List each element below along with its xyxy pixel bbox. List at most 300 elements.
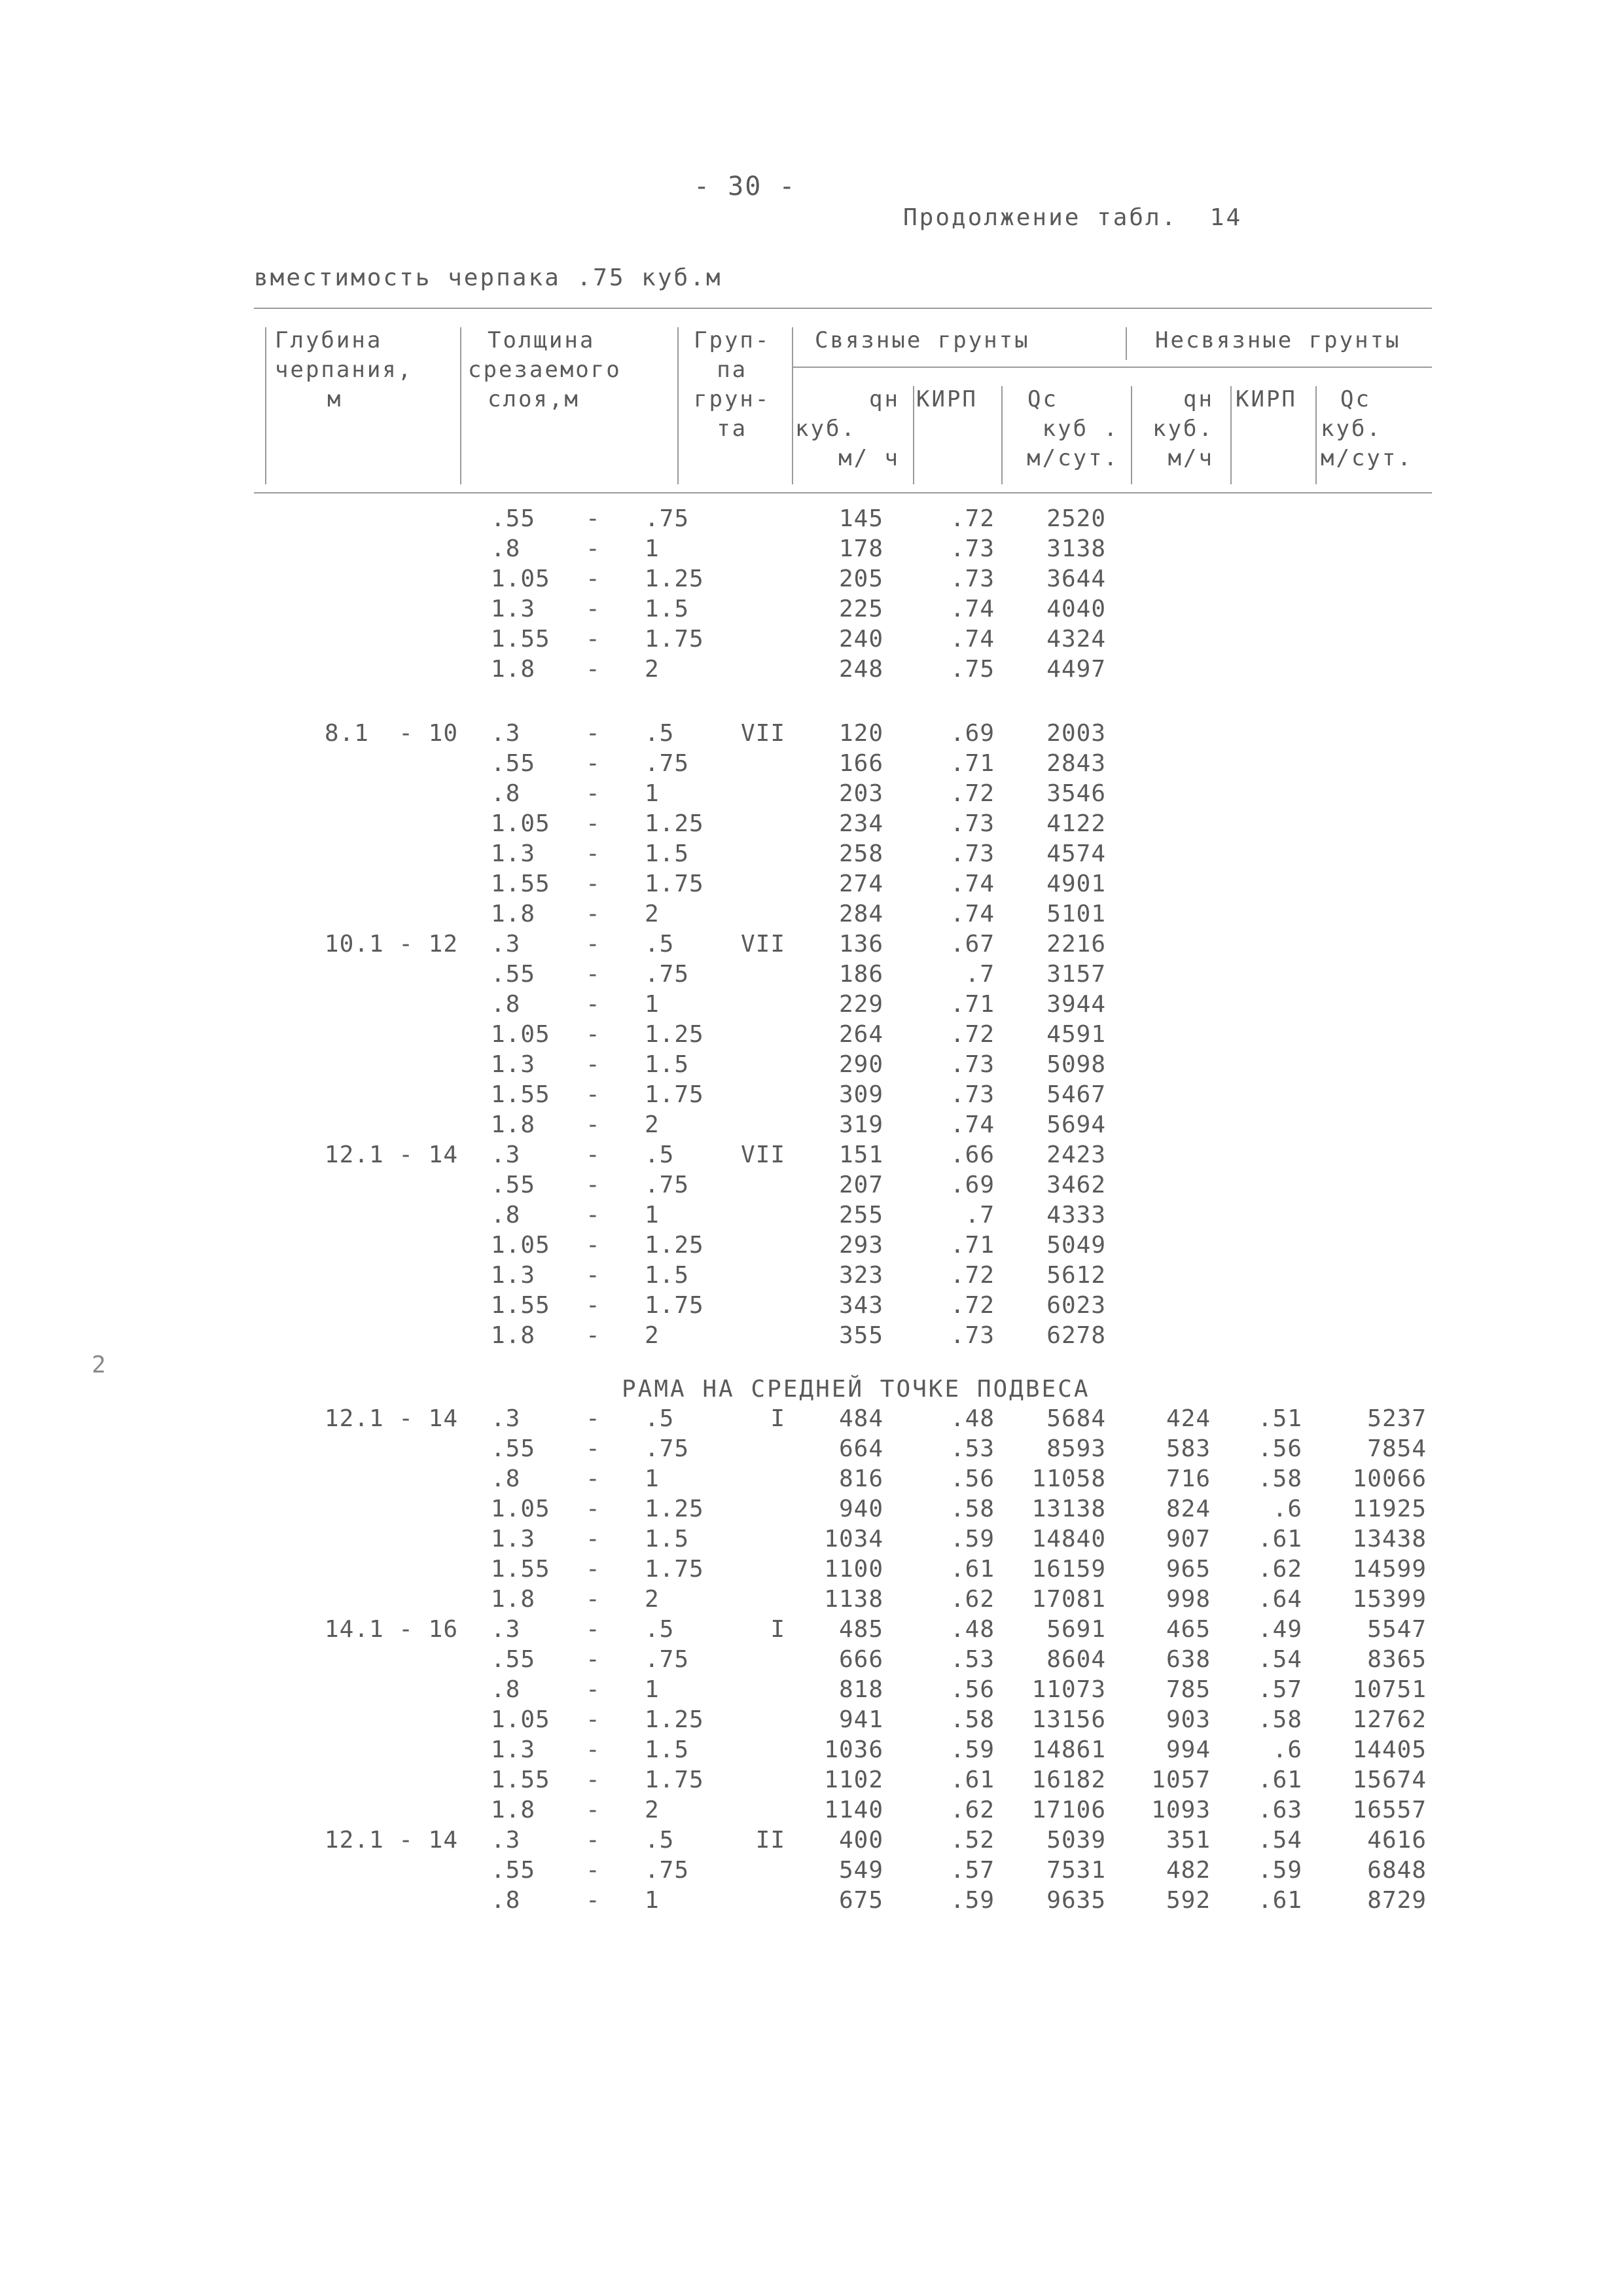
- cell-qn: 484: [838, 1405, 883, 1432]
- table-row: [0, 870, 1623, 901]
- cell-to: .75: [645, 750, 690, 777]
- cell-qc: 4901: [1046, 870, 1106, 897]
- cell-qc2: 10751: [1352, 1676, 1427, 1703]
- cell-qn: 355: [838, 1322, 883, 1349]
- cell-to: .5: [645, 1405, 675, 1432]
- cell-dash: -: [586, 565, 601, 592]
- cell-from: 1.55: [491, 1767, 550, 1793]
- cell-from: .8: [491, 991, 521, 1018]
- cell-to: 1.25: [645, 1496, 704, 1522]
- table-row: [0, 1021, 1623, 1051]
- table-row: [0, 1232, 1623, 1262]
- cell-dash: -: [586, 1202, 601, 1229]
- header-qc-noncohesive: Qс куб. м/сут.: [1321, 386, 1413, 471]
- cell-from: 1.8: [491, 1111, 536, 1138]
- header-qc: Qс куб . м/сут.: [1027, 386, 1119, 471]
- cell-kirp: .71: [950, 750, 995, 777]
- table-row: [0, 1857, 1623, 1887]
- cell-to: 1.5: [645, 1736, 690, 1763]
- cell-from: .55: [491, 1857, 536, 1884]
- cell-kirp2: .57: [1257, 1676, 1302, 1703]
- cell-qc2: 15399: [1352, 1586, 1427, 1613]
- cell-qn2: 482: [1166, 1857, 1211, 1884]
- cell-dash: -: [586, 810, 601, 837]
- cell-to: .5: [645, 1827, 675, 1854]
- cell-qn2: 1093: [1151, 1797, 1211, 1823]
- table-row: [0, 1586, 1623, 1616]
- cell-kirp: .48: [950, 1616, 995, 1643]
- cell-from: .55: [491, 750, 536, 777]
- cell-from: 1.05: [491, 810, 550, 837]
- cell-dash: -: [586, 1736, 601, 1763]
- cell-to: 2: [645, 656, 660, 683]
- cell-dash: -: [586, 1496, 601, 1522]
- cell-from: .8: [491, 1887, 521, 1914]
- cell-kirp2: .64: [1257, 1586, 1302, 1613]
- cell-qn: 255: [838, 1202, 883, 1229]
- cell-qc: 2423: [1046, 1141, 1106, 1168]
- cell-kirp: .72: [950, 1262, 995, 1289]
- cell-qn: 400: [838, 1827, 883, 1854]
- cell-from: .8: [491, 1676, 521, 1703]
- cell-to: .5: [645, 720, 675, 747]
- cell-to: 2: [645, 1797, 660, 1823]
- cell-qc: 4574: [1046, 840, 1106, 867]
- cell-kirp2: .63: [1257, 1797, 1302, 1823]
- table-row: [0, 810, 1623, 840]
- cell-from: .3: [491, 1405, 521, 1432]
- table-caption: вместимость черпака .75 куб.м: [254, 264, 722, 291]
- cell-to: 1.25: [645, 1021, 704, 1048]
- cell-from: 1.55: [491, 1081, 550, 1108]
- table-row: [0, 626, 1623, 656]
- table-row: [0, 1767, 1623, 1797]
- cell-depth: 12.1 - 14: [324, 1827, 458, 1854]
- cell-to: 2: [645, 1111, 660, 1138]
- cell-qc2: 5547: [1367, 1616, 1427, 1643]
- cell-qc: 13138: [1031, 1496, 1106, 1522]
- cell-to: 1: [645, 1202, 660, 1229]
- cell-to: 1: [645, 1676, 660, 1703]
- header-thickness: Толщина срезаемого слоя,м: [468, 327, 622, 412]
- cell-kirp2: .61: [1257, 1526, 1302, 1552]
- cell-from: 1.55: [491, 1556, 550, 1583]
- cell-from: 1.3: [491, 1526, 536, 1552]
- cell-qc: 3944: [1046, 991, 1106, 1018]
- cell-from: .55: [491, 1435, 536, 1462]
- cell-dash: -: [586, 901, 601, 927]
- col-divider: [1230, 386, 1232, 484]
- cell-kirp: .57: [950, 1857, 995, 1884]
- cell-dash: -: [586, 1081, 601, 1108]
- cell-qc: 14861: [1031, 1736, 1106, 1763]
- cell-from: 1.05: [491, 565, 550, 592]
- table-row: [0, 1322, 1623, 1352]
- cell-kirp2: .51: [1257, 1405, 1302, 1432]
- cell-qc: 4591: [1046, 1021, 1106, 1048]
- cell-to: 1.25: [645, 810, 704, 837]
- table-row: [0, 505, 1623, 535]
- cell-to: 1.75: [645, 1767, 704, 1793]
- cell-kirp: .53: [950, 1646, 995, 1673]
- table-row: [0, 991, 1623, 1021]
- cell-dash: -: [586, 1292, 601, 1319]
- cell-dash: -: [586, 1706, 601, 1733]
- cell-dash: -: [586, 991, 601, 1018]
- cell-from: .8: [491, 535, 521, 562]
- cell-qn2: 465: [1166, 1616, 1211, 1643]
- cell-from: .3: [491, 931, 521, 958]
- cell-to: 1: [645, 780, 660, 807]
- cell-group: I: [770, 1616, 785, 1643]
- cell-kirp: .62: [950, 1797, 995, 1823]
- cell-to: .75: [645, 1857, 690, 1884]
- cell-qn2: 903: [1166, 1706, 1211, 1733]
- cell-qc: 4324: [1046, 626, 1106, 653]
- cell-qc: 11058: [1031, 1465, 1106, 1492]
- cell-to: 1: [645, 1887, 660, 1914]
- header-group: Груп- па грун- та: [694, 327, 771, 442]
- cell-qn: 203: [838, 780, 883, 807]
- cell-qn2: 351: [1166, 1827, 1211, 1854]
- cell-qc: 8593: [1046, 1435, 1106, 1462]
- cell-to: 1.5: [645, 1051, 690, 1078]
- cell-kirp2: .56: [1257, 1435, 1302, 1462]
- cell-from: .8: [491, 1465, 521, 1492]
- table-row: [0, 1292, 1623, 1322]
- cell-qn2: 716: [1166, 1465, 1211, 1492]
- cell-to: .75: [645, 961, 690, 988]
- cell-dash: -: [586, 1556, 601, 1583]
- cell-qc: 5467: [1046, 1081, 1106, 1108]
- col-divider: [1001, 386, 1003, 484]
- table-row: [0, 1676, 1623, 1706]
- cell-qc2: 14405: [1352, 1736, 1427, 1763]
- cell-kirp: .71: [950, 991, 995, 1018]
- cell-kirp: .73: [950, 1322, 995, 1349]
- cell-dash: -: [586, 626, 601, 653]
- cell-qc2: 8729: [1367, 1887, 1427, 1914]
- table-row: [0, 901, 1623, 931]
- cell-dash: -: [586, 1172, 601, 1198]
- cell-qn: 666: [838, 1646, 883, 1673]
- cell-kirp2: .62: [1257, 1556, 1302, 1583]
- table-row: [0, 750, 1623, 780]
- cell-dash: -: [586, 1435, 601, 1462]
- cell-qc2: 16557: [1352, 1797, 1427, 1823]
- cell-qn: 549: [838, 1857, 883, 1884]
- cell-kirp: .58: [950, 1706, 995, 1733]
- cell-kirp2: .54: [1257, 1827, 1302, 1854]
- cell-kirp: .7: [965, 1202, 995, 1229]
- cell-dash: -: [586, 720, 601, 747]
- cell-group: I: [770, 1405, 785, 1432]
- table-row: [0, 1496, 1623, 1526]
- col-divider: [1131, 386, 1132, 484]
- cell-kirp: .53: [950, 1435, 995, 1462]
- col-divider: [460, 327, 461, 484]
- col-divider: [677, 327, 679, 484]
- cell-kirp: .58: [950, 1496, 995, 1522]
- cell-kirp: .48: [950, 1405, 995, 1432]
- cell-qc2: 4616: [1367, 1827, 1427, 1854]
- cell-qc: 3138: [1046, 535, 1106, 562]
- cell-to: 1: [645, 1465, 660, 1492]
- cell-dash: -: [586, 1857, 601, 1884]
- cell-qc: 16182: [1031, 1767, 1106, 1793]
- cell-from: .55: [491, 1172, 536, 1198]
- cell-to: 1.75: [645, 1081, 704, 1108]
- table-row: [0, 1435, 1623, 1465]
- cell-kirp: .73: [950, 840, 995, 867]
- continuation-label: Продолжение табл. 14: [903, 204, 1243, 231]
- cell-qn: 145: [838, 505, 883, 532]
- cell-qn: 343: [838, 1292, 883, 1319]
- cell-to: .5: [645, 1616, 675, 1643]
- cell-qn: 293: [838, 1232, 883, 1259]
- cell-to: .75: [645, 1172, 690, 1198]
- cell-dash: -: [586, 1141, 601, 1168]
- cell-from: .55: [491, 505, 536, 532]
- cell-qn: 290: [838, 1051, 883, 1078]
- cell-qc: 16159: [1031, 1556, 1106, 1583]
- header-bottom-rule: [254, 492, 1432, 493]
- cell-qn: 274: [838, 870, 883, 897]
- cell-from: 1.05: [491, 1232, 550, 1259]
- cell-from: 1.05: [491, 1496, 550, 1522]
- table-row: [0, 656, 1623, 686]
- header-kirp-noncohesive: КИРП: [1236, 386, 1297, 412]
- table-row: [0, 1262, 1623, 1292]
- cell-from: 1.55: [491, 1292, 550, 1319]
- cell-kirp: .73: [950, 810, 995, 837]
- cell-kirp: .72: [950, 505, 995, 532]
- cell-to: 1.5: [645, 1262, 690, 1289]
- cell-to: .5: [645, 1141, 675, 1168]
- cell-dash: -: [586, 961, 601, 988]
- cell-dash: -: [586, 1887, 601, 1914]
- cell-dash: -: [586, 870, 601, 897]
- cell-qn: 309: [838, 1081, 883, 1108]
- cell-qn: 120: [838, 720, 883, 747]
- cell-qn2: 638: [1166, 1646, 1211, 1673]
- cell-qc: 4497: [1046, 656, 1106, 683]
- cell-qn: 234: [838, 810, 883, 837]
- cell-kirp: .69: [950, 1172, 995, 1198]
- table-row: [0, 1706, 1623, 1736]
- cell-dash: -: [586, 1262, 601, 1289]
- cell-qc: 3157: [1046, 961, 1106, 988]
- cell-qc: 2843: [1046, 750, 1106, 777]
- cell-from: 1.3: [491, 840, 536, 867]
- cell-kirp: .73: [950, 1081, 995, 1108]
- cell-group: VII: [740, 931, 785, 958]
- table-row: [0, 1646, 1623, 1676]
- cell-qn2: 785: [1166, 1676, 1211, 1703]
- cell-qn2: 583: [1166, 1435, 1211, 1462]
- cell-depth: 14.1 - 16: [324, 1616, 458, 1643]
- cell-from: 1.3: [491, 1262, 536, 1289]
- cell-qn: 319: [838, 1111, 883, 1138]
- cell-from: 1.3: [491, 596, 536, 622]
- cell-qn: 248: [838, 656, 883, 683]
- cell-dash: -: [586, 656, 601, 683]
- page-number: - 30 -: [694, 171, 796, 202]
- cell-dash: -: [586, 1797, 601, 1823]
- cell-to: 1.5: [645, 596, 690, 622]
- cell-qn: 818: [838, 1676, 883, 1703]
- header-noncohesive-soils: Несвязные грунты: [1155, 327, 1401, 353]
- cell-qc: 13156: [1031, 1706, 1106, 1733]
- cell-qc: 6023: [1046, 1292, 1106, 1319]
- cell-qc: 5101: [1046, 901, 1106, 927]
- cell-from: 1.55: [491, 626, 550, 653]
- cell-to: .5: [645, 931, 675, 958]
- cell-dash: -: [586, 1827, 601, 1854]
- cell-from: .3: [491, 1616, 521, 1643]
- cell-kirp: .72: [950, 1021, 995, 1048]
- cell-qn: 166: [838, 750, 883, 777]
- cell-depth: 10.1 - 12: [324, 931, 458, 958]
- cell-qn: 264: [838, 1021, 883, 1048]
- cell-kirp2: .58: [1257, 1465, 1302, 1492]
- cell-qn2: 424: [1166, 1405, 1211, 1432]
- table-row: [0, 1172, 1623, 1202]
- table-row: [0, 1616, 1623, 1646]
- header-top-rule: [254, 308, 1432, 309]
- cell-qc: 17081: [1031, 1586, 1106, 1613]
- cell-qc2: 8365: [1367, 1646, 1427, 1673]
- cell-qn: 229: [838, 991, 883, 1018]
- table-row: [0, 1202, 1623, 1232]
- cell-depth: 12.1 - 14: [324, 1405, 458, 1432]
- col-divider: [792, 327, 793, 484]
- cell-from: 1.8: [491, 1586, 536, 1613]
- cell-kirp: .59: [950, 1887, 995, 1914]
- cell-kirp2: .6: [1272, 1736, 1302, 1763]
- cell-from: 1.8: [491, 1797, 536, 1823]
- cell-dash: -: [586, 1232, 601, 1259]
- cell-from: 1.8: [491, 1322, 536, 1349]
- cell-qn: 225: [838, 596, 883, 622]
- table-row: [0, 1405, 1623, 1435]
- cell-qc: 3546: [1046, 780, 1106, 807]
- table-row: [0, 931, 1623, 961]
- cell-qc2: 5237: [1367, 1405, 1427, 1432]
- cell-kirp: .52: [950, 1827, 995, 1854]
- cell-from: 1.8: [491, 901, 536, 927]
- table-row: [0, 1465, 1623, 1496]
- cell-qc2: 15674: [1352, 1767, 1427, 1793]
- table-row: [0, 1111, 1623, 1141]
- cell-kirp2: .6: [1272, 1496, 1302, 1522]
- cell-from: .3: [491, 1827, 521, 1854]
- table-row: [0, 780, 1623, 810]
- cell-dash: -: [586, 1586, 601, 1613]
- table-row: [0, 1797, 1623, 1827]
- table-row: [0, 596, 1623, 626]
- col-divider: [1315, 386, 1317, 484]
- cell-qn: 1138: [824, 1586, 883, 1613]
- cell-qc: 5049: [1046, 1232, 1106, 1259]
- cell-qn: 136: [838, 931, 883, 958]
- cell-qc: 2216: [1046, 931, 1106, 958]
- cell-kirp: .71: [950, 1232, 995, 1259]
- cell-from: .8: [491, 780, 521, 807]
- cell-qn: 1140: [824, 1797, 883, 1823]
- cell-dash: -: [586, 1405, 601, 1432]
- cell-dash: -: [586, 505, 601, 532]
- header-mid-rule: [792, 367, 1432, 368]
- table-row: [0, 961, 1623, 991]
- cell-qn: 664: [838, 1435, 883, 1462]
- cell-to: 1.25: [645, 1706, 704, 1733]
- cell-qn: 240: [838, 626, 883, 653]
- cell-to: 1: [645, 991, 660, 1018]
- cell-to: 1: [645, 535, 660, 562]
- cell-qc: 4333: [1046, 1202, 1106, 1229]
- cell-dash: -: [586, 1526, 601, 1552]
- cell-qn2: 1057: [1151, 1767, 1211, 1793]
- cell-qn: 1102: [824, 1767, 883, 1793]
- header-cohesive-soils: Связные грунты: [815, 327, 1030, 353]
- cell-to: 2: [645, 1586, 660, 1613]
- cell-from: 1.3: [491, 1736, 536, 1763]
- cell-to: 1.75: [645, 870, 704, 897]
- cell-to: .75: [645, 505, 690, 532]
- cell-qc2: 7854: [1367, 1435, 1427, 1462]
- cell-kirp: .73: [950, 1051, 995, 1078]
- table-row: [0, 840, 1623, 870]
- col-divider: [1126, 327, 1127, 360]
- cell-qn2: 965: [1166, 1556, 1211, 1583]
- cell-qn: 675: [838, 1887, 883, 1914]
- table-row: [0, 1827, 1623, 1857]
- header-qn: qн куб. м/ ч: [795, 386, 900, 471]
- cell-qc: 5684: [1046, 1405, 1106, 1432]
- cell-kirp: .74: [950, 870, 995, 897]
- cell-qc2: 6848: [1367, 1857, 1427, 1884]
- cell-kirp: .74: [950, 626, 995, 653]
- cell-qn: 258: [838, 840, 883, 867]
- cell-from: .55: [491, 1646, 536, 1673]
- cell-qn: 1100: [824, 1556, 883, 1583]
- cell-qn2: 907: [1166, 1526, 1211, 1552]
- cell-qc: 11073: [1031, 1676, 1106, 1703]
- cell-kirp2: .61: [1257, 1887, 1302, 1914]
- cell-qn: 816: [838, 1465, 883, 1492]
- cell-qc: 8604: [1046, 1646, 1106, 1673]
- cell-to: 1.5: [645, 840, 690, 867]
- cell-qc: 3462: [1046, 1172, 1106, 1198]
- table-row: [0, 1556, 1623, 1586]
- col-divider: [913, 386, 914, 484]
- cell-kirp2: .54: [1257, 1646, 1302, 1673]
- table-row: [0, 1051, 1623, 1081]
- cell-from: .3: [491, 720, 521, 747]
- cell-qc: 17106: [1031, 1797, 1106, 1823]
- cell-kirp: .56: [950, 1465, 995, 1492]
- header-depth: Глубина черпания, м: [275, 327, 414, 412]
- cell-to: 2: [645, 1322, 660, 1349]
- cell-to: 1.75: [645, 1556, 704, 1583]
- cell-qn: 1034: [824, 1526, 883, 1552]
- cell-group: VII: [740, 720, 785, 747]
- cell-qc2: 14599: [1352, 1556, 1427, 1583]
- cell-from: .55: [491, 961, 536, 988]
- cell-kirp: .75: [950, 656, 995, 683]
- cell-qc: 9635: [1046, 1887, 1106, 1914]
